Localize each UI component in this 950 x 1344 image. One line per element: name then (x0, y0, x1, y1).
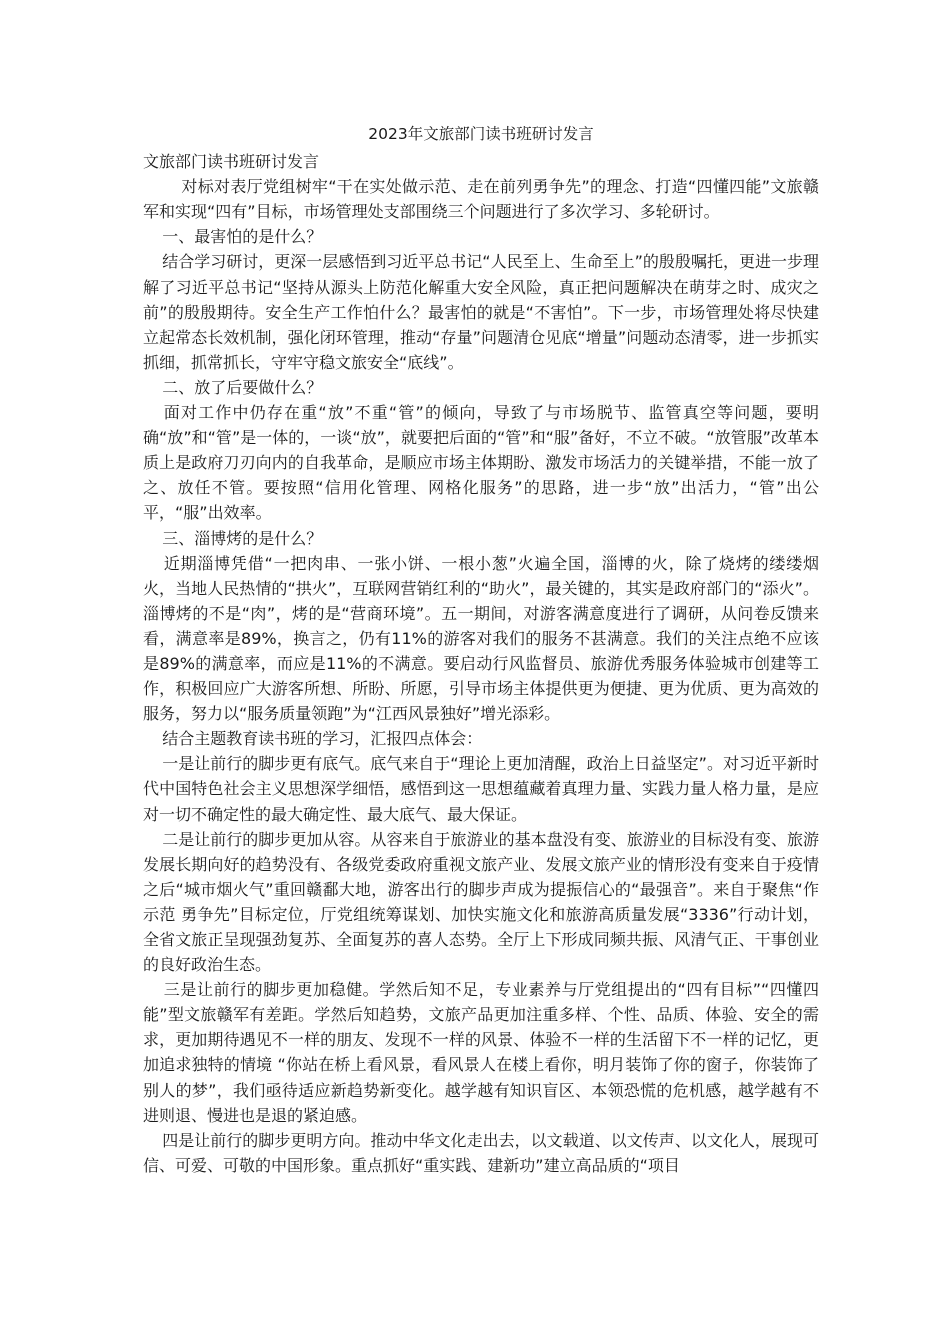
paragraph: 三是让前行的脚步更加稳健。学然后知不足，专业素养与厅党组提出的“四有目标”“四懂四能”型文旅赣军有差距。学然后知趋势，文旅产品更加注重多样、个性、品质、体验、安全的需求，更加期待遇见不一样的朋友、发现不一样的风景、体验不一样的生活留下不一样的记忆，更加追求独特的情境 “你站在桥上看风景，看风景人在楼上看你，明月装饰了你的窗子，你装饰了别人的梦”，我们亟待适应新趋势新变化。越学越有知识盲区、本领恐慌的危机感，越学越有不进则退、慢进也是退的紧迫感。 (143, 980, 819, 1125)
paragraph: 近期淄博凭借“一把肉串、一张小饼、一根小葱”火遍全国，淄博的火，除了烧烤的缕缕烟火，当地人民热情的“拱火”，互联网营销红利的“助火”，最关键的，其实是政府部门的“添火”。淄博烤的不是“肉”，烤的是“营商环境”。五一期间，对游客满意度进行了调研，从问卷反馈来看，满意率是89%，换言之，仍有11%的游客对我们的服务不甚满意。我们的关注点绝不应该是89%的满意率，而应是11%的不满意。要启动行风监督员、旅游优秀服务体验城市创建等工作，积极回应广大游客所想、所盼、所愿，引导市场主体提供更为便捷、更为优质、更为高效的服务，努力以“服务质量领跑”为“江西风景独好”增光添彩。 (143, 553, 819, 724)
paragraph: 二是让前行的脚步更加从容。从容来自于旅游业的基本盘没有变、旅游业的目标没有变、旅游发展长期向好的趋势没有、各级党委政府重视文旅产业、发展文旅产业的情形没有变来自于疫情之后“城市烟火气”重回赣鄱大地，游客出行的脚步声成为提振信心的“最强音”。来自于聚焦“作示范 勇争先”目标定位，厅党组统筹谋划、加快实施文化和旅游高质量发展“3336”行动计划，全省文旅正呈现强劲复苏、全面复苏的喜人态势。全厅上下形成同频共振、风清气正、干事创业的良好政治生态。 (143, 829, 819, 975)
paragraph: 一是让前行的脚步更有底气。底气来自于“理论上更加清醒，政治上日益坚定”。对习近平新时代中国特色社会主义思想深学细悟，感悟到这一思想蕴藏着真理力量、实践力量人格力量，是应对一切不确定性的最大确定性、最大底气、最大保证。 (143, 754, 819, 824)
paragraph: 结合主题教育读书班的学习，汇报四点体会： (162, 729, 483, 749)
document-subtitle: 文旅部门读书班研讨发言 (143, 152, 320, 172)
section-heading-1: 一、最害怕的是什么？ (162, 227, 323, 247)
paragraph: 结合学习研讨，更深一层感悟到习近平总书记“人民至上、生命至上”的殷殷嘱托，更进一步理解了习近平总书记“坚持从源头上防范化解重大安全风险，真正把问题解决在萌芽之时、成灾之前”的殷殷期待。安全生产工作怕什么？最害怕的就是“不害怕”。下一步，市场管理处将尽快建立起常态长效机制，强化闭环管理，推动“存量”问题清仓见底“增量”问题动态清零，进一步抓实抓细，抓常抓长，守牢守稳文旅安全“底线”。 (143, 252, 819, 372)
document-title: 2023年文旅部门读书班研讨发言 (368, 125, 594, 143)
paragraph-intro: 对标对表厅党组树牢“干在实处做示范、走在前列勇争先”的理念、打造“四懂四能”文旅赣军和实现“四有”目标，市场管理处支部围绕三个问题进行了多次学习、多轮研讨。 (143, 177, 819, 222)
paragraph: 四是让前行的脚步更明方向。推动中华文化走出去，以文载道、以文传声、以文化人，展现可信、可爱、可敬的中国形象。重点抓好“重实践、建新功”建立高品质的“项目 (143, 1130, 819, 1175)
paragraph: 面对工作中仍存在重“放”不重“管”的倾向，导致了与市场脱节、监管真空等问题，要明确“放”和“管”是一体的，一谈“放”，就要把后面的“管”和“服”备好，不立不破。“放管服”改革本质上是政府刀刃向内的自我革命，是顺应市场主体期盼、激发市场活力的关键举措，不能一放了之、放任不管。要按照“信用化管理、网格化服务”的思路，进一步“放”出活力，“管”出公平，“服”出效率。 (143, 403, 819, 523)
section-heading-3: 三、淄博烤的是什么？ (162, 528, 323, 548)
document-body (143, 122, 819, 1178)
section-heading-2: 二、放了后要做什么？ (162, 377, 323, 397)
